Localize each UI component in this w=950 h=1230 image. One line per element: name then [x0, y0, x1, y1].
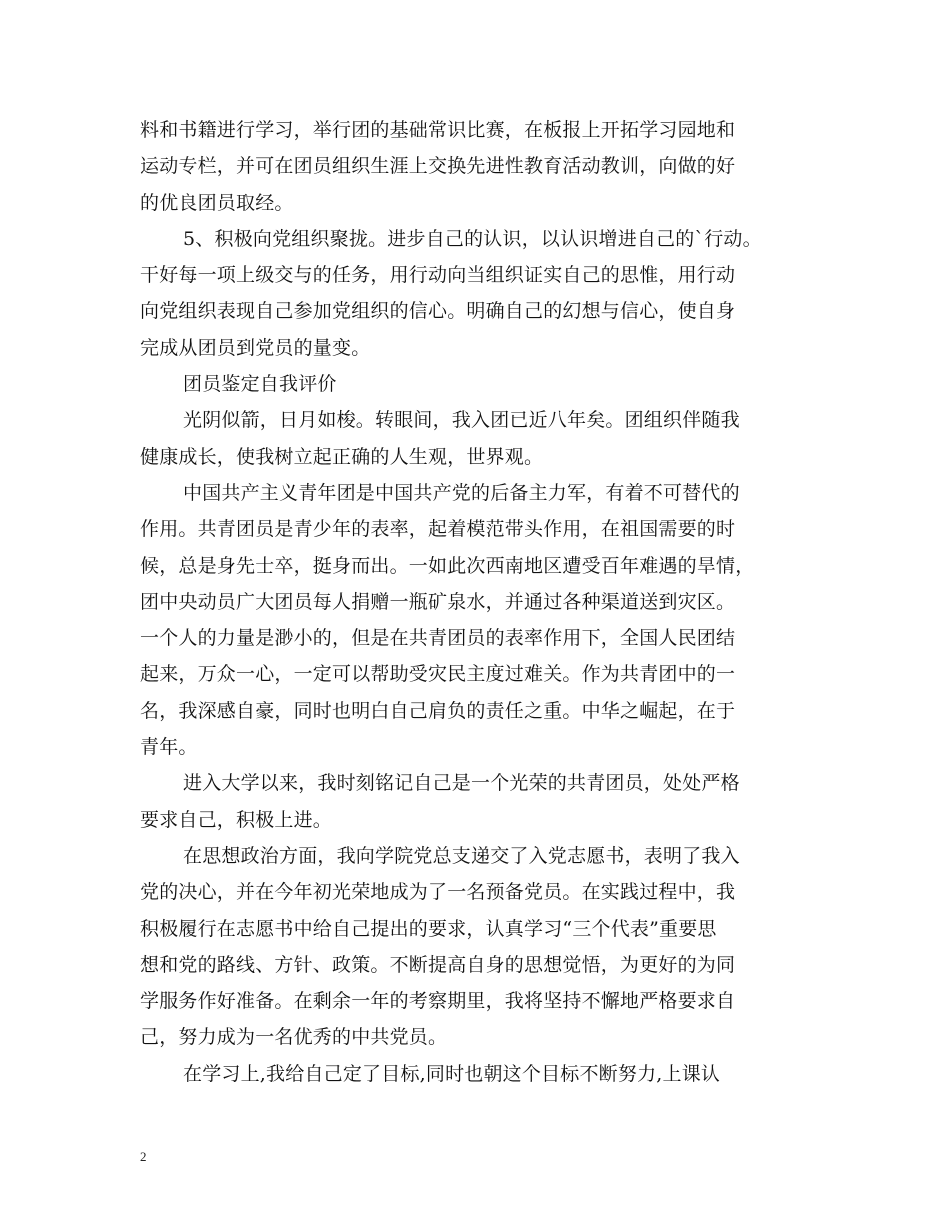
- text-line: 的优良团员取经。: [140, 191, 294, 214]
- page-number: 2: [140, 1149, 147, 1164]
- text-line: 候，总是身先士卒，挺身而出。一如此次西南地区遭受百年难遇的旱情，: [140, 554, 755, 577]
- text-line: 学服务作好准备。在剩余一年的考察期里，我将坚持不懈地严格要求自: [140, 990, 736, 1013]
- text-line: 要求自己，积极上进。: [140, 808, 333, 831]
- text-line: 中国共产主义青年团是中国共产党的后备主力军，有着不可替代的: [183, 481, 740, 504]
- text-line: 向党组织表现自己参加党组织的信心。明确自己的幻想与信心，使自身: [140, 300, 736, 323]
- text-line: 起来，万众一心，一定可以帮助受灾民主度过难关。作为共青团中的一: [140, 663, 736, 686]
- text-line: 在学习上,我给自己定了目标,同时也朝这个目标不断努力,上课认: [183, 1062, 721, 1085]
- text-line: 进入大学以来，我时刻铭记自己是一个光荣的共青团员，处处严格: [183, 772, 740, 795]
- text-line: 作用。共青团员是青少年的表率，起着模范带头作用，在祖国需要的时: [140, 518, 736, 541]
- text-line: 青年。: [140, 736, 198, 759]
- text-line: 完成从团员到党员的量变。: [140, 336, 371, 359]
- text-line: 想和党的路线、方针、政策。不断提高自身的思想觉悟，为更好的为同: [140, 953, 736, 976]
- text-line: 5、积极向党组织聚拢。进步自己的认识，以认识增进自己的`行动。: [183, 227, 762, 250]
- text-line: 团中央动员广大团员每人捐赠一瓶矿泉水，并通过各种渠道送到灾区。: [140, 590, 736, 613]
- text-line: 在思想政治方面，我向学院党总支递交了入党志愿书，表明了我入: [183, 844, 740, 867]
- text-line: 干好每一项上级交与的任务，用行动向当组织证实自己的思惟，用行动: [140, 264, 736, 287]
- text-line: 料和书籍进行学习，举行团的基础常识比赛，在板报上开拓学习园地和: [140, 119, 736, 141]
- text-line: 健康成长，使我树立起正确的人生观，世界观。: [140, 445, 544, 468]
- text-line: 光阴似箭，日月如梭。转眼间，我入团已近八年矣。团组织伴随我: [183, 409, 740, 432]
- section-heading: 团员鉴定自我评价: [183, 373, 337, 396]
- text-line: 运动专栏，并可在团员组织生涯上交换先进性教育活动教训，向做的好: [140, 155, 736, 178]
- text-line: 党的决心，并在今年初光荣地成为了一名预备党员。在实践过程中，我: [140, 881, 736, 904]
- document-body: [140, 112, 820, 1092]
- text-line: 名，我深感自豪，同时也明白自己肩负的责任之重。中华之崛起，在于: [140, 699, 736, 722]
- text-line: 一个人的力量是渺小的，但是在共青团员的表率作用下，全国人民团结: [140, 627, 736, 650]
- text-line: 积极履行在志愿书中给自己提出的要求，认真学习“三个代表”重要思: [140, 917, 717, 940]
- text-line: 己，努力成为一名优秀的中共党员。: [140, 1026, 448, 1049]
